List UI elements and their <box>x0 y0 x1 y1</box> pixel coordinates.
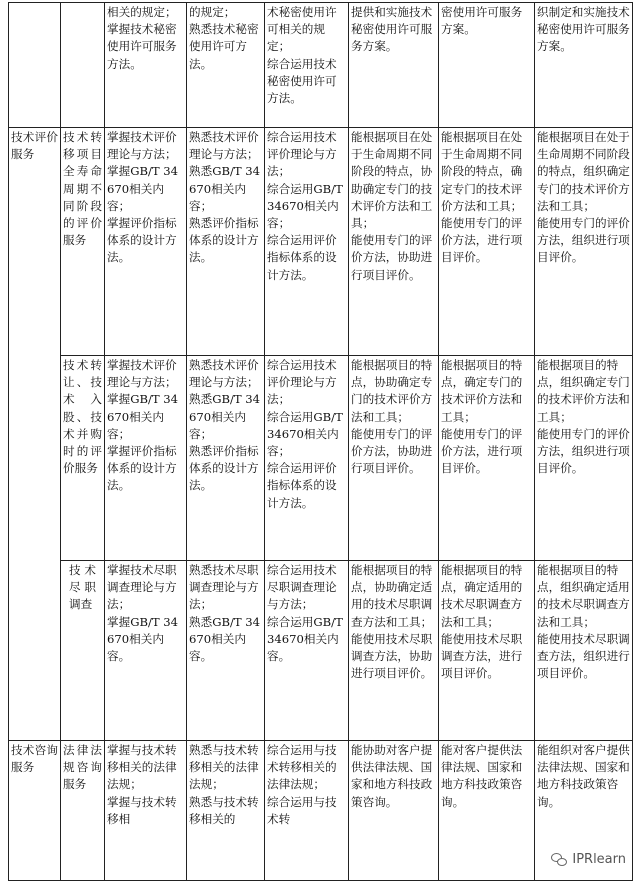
level-cell: 能根据项目的特点，组织确定专门的技术评价方法和工具； 能使用专门的评价方法，组织进行项目评价。 <box>535 356 633 561</box>
item-cell: 技术转移项目全寿命周期不同阶段的评价服务 <box>61 128 105 356</box>
table-row <box>9 561 633 741</box>
level-cell: 能根据项目的特点，确定适用的技术尽职调查方法和工具； 能使用技术尽职调查方法，进行项目评价。 <box>439 561 535 741</box>
item-cell: 法律法规咨询服务 <box>61 741 105 881</box>
level-cell: 熟悉与技术转移相关的法律法规； 熟悉与技术转移相关的 <box>187 741 265 881</box>
level-cell: 能根据项目在处于生命周期不同阶段的特点，组织确定专门的技术评价方法和工具； 能使用专门的评价方法，组织进行项目评价。 <box>535 128 633 356</box>
level-cell: 能对客户提供法律法规、国家和地方科技政策咨询。 <box>439 741 535 881</box>
item-cell: 技术转让、技术入股、技术并购时的评价服务 <box>61 356 105 561</box>
table-row <box>9 128 633 356</box>
level-cell: 能组织对客户提供法律法规、国家和地方科技政策咨询。 <box>535 741 633 881</box>
level-cell: 熟悉技术评价理论与方法； 熟悉GB/T 34670相关内容； 熟悉评价指标体系的设计方法。 <box>187 128 265 356</box>
level-cell: 综合运用技术评价理论与方法； 综合运用GB/T 34670相关内容； 综合运用评价指标体系的设计方法。 <box>265 128 349 356</box>
watermark-text: IPRlearn <box>572 852 626 867</box>
level-cell: 综合运用技术评价理论与方法； 综合运用GB/T 34670相关内容； 综合运用评价指标体系的设计方法。 <box>265 356 349 561</box>
level-cell: 织制定和实施技术秘密使用许可服务方案。 <box>535 3 633 128</box>
competency-table <box>8 2 633 881</box>
level-cell: 熟悉技术评价理论与方法； 熟悉GB/T 34670相关内容； 熟悉评价指标体系的设计方法。 <box>187 356 265 561</box>
item-cell: 技术尽职调查 <box>61 561 105 741</box>
table-row <box>9 741 633 881</box>
level-cell: 能根据项目在处于生命周期不同阶段的特点，协助确定专门的技术评价方法和工具； 能使用专门的评价方法，协助进行项目评价。 <box>349 128 439 356</box>
category-cell: 技术评价服务 <box>9 128 61 741</box>
wechat-icon <box>551 853 567 866</box>
level-cell: 能根据项目的特点，确定专门的技术评价方法和工具； 能使用专门的评价方法，进行项目评价。 <box>439 356 535 561</box>
table-row <box>9 3 633 128</box>
level-cell: 相关的规定； 掌握技术秘密使用许可服务方法。 <box>105 3 187 128</box>
item-cell <box>61 3 105 128</box>
level-cell: 综合运用与技术转移相关的法律法规； 综合运用与技术转 <box>265 741 349 881</box>
level-cell: 提供和实施技术秘密使用许可服务方案。 <box>349 3 439 128</box>
level-cell: 掌握技术评价理论与方法； 掌握GB/T 34670相关内容； 掌握评价指标体系的设计方法。 <box>105 128 187 356</box>
level-cell: 能根据项目的特点，组织确定适用的技术尽职调查方法和工具； 能使用技术尽职调查方法，组织进行项目评价。 <box>535 561 633 741</box>
category-cell <box>9 3 61 128</box>
watermark <box>551 852 626 867</box>
table-row <box>9 356 633 561</box>
category-cell: 技术咨询服务 <box>9 741 61 881</box>
level-cell: 的规定； 熟悉技术秘密使用许可方法。 <box>187 3 265 128</box>
level-cell: 综合运用技术尽职调查理论与方法； 综合运用GB/T 34670相关内容。 <box>265 561 349 741</box>
level-cell: 熟悉技术尽职调查理论与方法； 熟悉GB/T 34670相关内容。 <box>187 561 265 741</box>
level-cell: 掌握技术评价理论与方法； 掌握GB/T 34670相关内容； 掌握评价指标体系的设计方法。 <box>105 356 187 561</box>
level-cell: 能根据项目在处于生命周期不同阶段的特点，确定专门的技术评价方法和工具； 能使用专门的评价方法，进行项目评价。 <box>439 128 535 356</box>
level-cell: 密使用许可服务方案。 <box>439 3 535 128</box>
level-cell: 能协助对客户提供法律法规、国家和地方科技政策咨询。 <box>349 741 439 881</box>
level-cell: 能根据项目的特点，协助确定专门的技术评价方法和工具； 能使用专门的评价方法，协助进行项目评价。 <box>349 356 439 561</box>
level-cell: 术秘密使用许可相关的规定； 综合运用技术秘密使用许可方法。 <box>265 3 349 128</box>
level-cell: 掌握与技术转移相关的法律法规； 掌握与技术转移相 <box>105 741 187 881</box>
level-cell: 能根据项目的特点，协助确定适用的技术尽职调查方法和工具； 能使用技术尽职调查方法，协助进行项目评价。 <box>349 561 439 741</box>
level-cell: 掌握技术尽职调查理论与方法； 掌握GB/T 34670相关内容。 <box>105 561 187 741</box>
